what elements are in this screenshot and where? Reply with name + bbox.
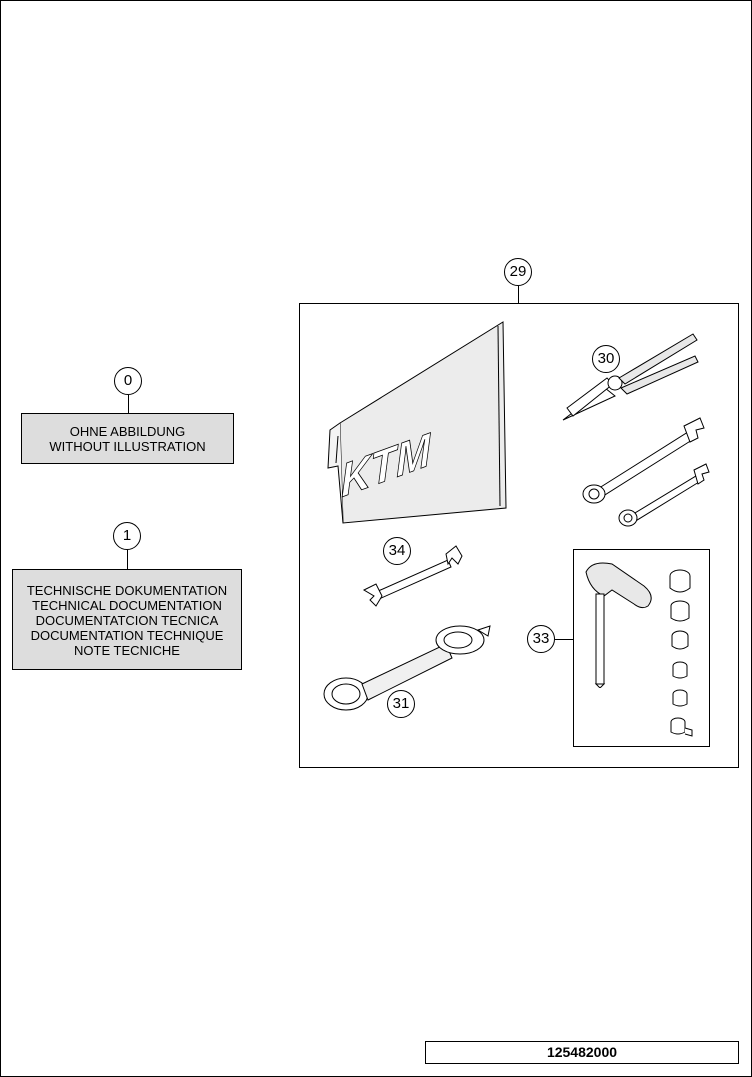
- tool-pouch-icon: [318, 318, 514, 528]
- tech-doc-line-5: NOTE TECNICHE: [74, 643, 180, 658]
- callout-34: 34: [383, 537, 411, 565]
- tech-doc-line-4: DOCUMENTATION TECHNIQUE: [30, 628, 224, 643]
- no-illustration-box: [21, 413, 234, 464]
- callout-30: 30: [592, 345, 620, 373]
- callout-29: 29: [504, 258, 532, 286]
- open-end-wrench-icon: [360, 540, 466, 610]
- leader-29: [518, 286, 519, 303]
- technical-documentation-box: [12, 569, 242, 670]
- socket-bit-icon: [660, 566, 700, 746]
- callout-0: 0: [114, 367, 142, 395]
- callout-1: 1: [113, 522, 141, 550]
- drawing-number: 125482000: [425, 1041, 739, 1064]
- leader-1: [127, 550, 128, 569]
- no-illustration-line-2: WITHOUT ILLUSTRATION: [49, 439, 206, 454]
- combination-wrench-icon: [578, 410, 713, 530]
- callout-31: 31: [387, 690, 415, 718]
- tech-doc-line-2: TECHNICAL DOCUMENTATION: [32, 598, 222, 613]
- leader-33: [555, 639, 573, 640]
- pouch-logo-text: KTM: [339, 422, 432, 508]
- tech-doc-line-1: TECHNISCHE DOKUMENTATION: [26, 583, 228, 598]
- tech-doc-line-3: DOCUMENTATCION TECNICA: [35, 613, 219, 628]
- callout-33: 33: [527, 625, 555, 653]
- leader-0: [128, 395, 129, 413]
- t-handle-wrench-icon: [582, 556, 662, 688]
- no-illustration-line-1: OHNE ABBILDUNG: [69, 424, 186, 439]
